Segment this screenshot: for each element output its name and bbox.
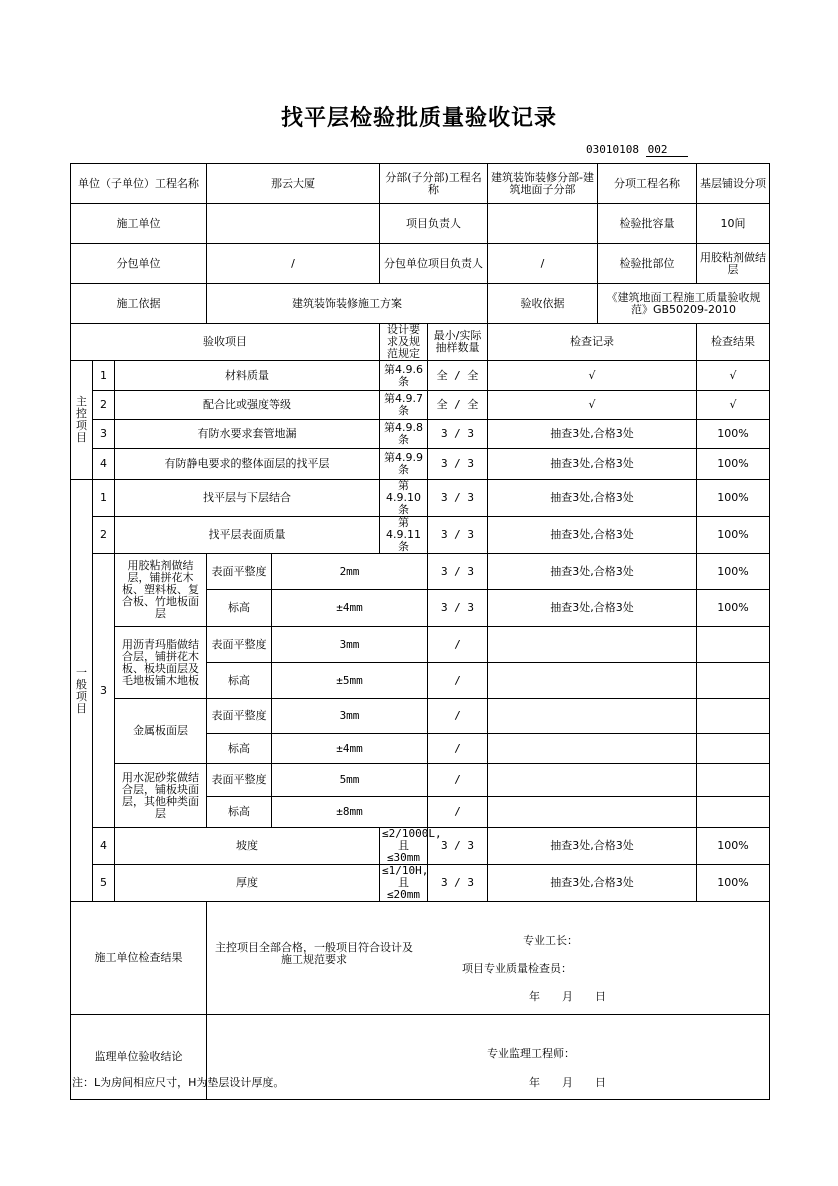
sub-item-name: 标高 (207, 663, 272, 699)
item-record: √ (488, 361, 697, 391)
page-title: 找平层检验批质量验收记录 (280, 105, 557, 131)
item-record: 抽查3处,合格3处 (488, 420, 697, 449)
item-no: 1 (93, 480, 115, 517)
contractor-conclusion: 主控项目全部合格，一般项目符合设计及施工规范要求 (215, 941, 413, 966)
item-record (488, 699, 697, 734)
item-sample: / (428, 734, 488, 764)
item-spec: 第4.9.11条 (380, 517, 428, 554)
item-sample: 3 / 3 (428, 828, 488, 865)
item-no: 2 (93, 517, 115, 554)
item-no: 1 (93, 361, 115, 391)
item-sample: 3 / 3 (428, 865, 488, 902)
footnote: 注：L为房间相应尺寸，H为垫层设计厚度。 (72, 1076, 285, 1089)
item-result: 100% (697, 828, 770, 865)
item-result (697, 663, 770, 699)
group-name: 金属板面层 (115, 699, 207, 764)
table-row (71, 517, 770, 554)
header-row-1 (71, 164, 770, 204)
item-no: 4 (93, 449, 115, 480)
item-spec: ±5mm (272, 663, 428, 699)
item-name: 有防静电要求的整体面层的找平层 (115, 449, 380, 480)
sub-item-name: 标高 (207, 734, 272, 764)
subitem-value: 基层铺设分项 (697, 164, 770, 204)
header-row-4 (71, 284, 770, 324)
item-no: 5 (93, 865, 115, 902)
contractor-date: 年 月 日 (529, 990, 606, 1003)
supervisor-engineer-label: 专业监理工程师： (487, 1047, 575, 1060)
table-row (71, 764, 770, 797)
item-record (488, 627, 697, 663)
sub-item-name: 标高 (207, 797, 272, 828)
item-sample: / (428, 663, 488, 699)
pm-value (488, 204, 598, 244)
subcontractor-value: / (207, 244, 380, 284)
table-row (71, 699, 770, 734)
item-result: 100% (697, 517, 770, 554)
group-name: 用胶粘剂做结层，铺拼花木板、塑料板、复合板、竹地板面层 (115, 554, 207, 627)
table-row (71, 865, 770, 902)
item-spec: 第4.9.6条 (380, 361, 428, 391)
item-result: 100% (697, 554, 770, 590)
contractor-value (207, 204, 380, 244)
item-result (697, 764, 770, 797)
sub-pm-value: / (488, 244, 598, 284)
item-record (488, 797, 697, 828)
unit-label: 单位（子单位）工程名称 (71, 164, 207, 204)
unit-value: 那云大厦 (207, 164, 380, 204)
item-record: 抽查3处,合格3处 (488, 554, 697, 590)
table-row (71, 361, 770, 391)
sub-pm-label: 分包单位项目负责人 (380, 244, 488, 284)
capacity-label: 检验批容量 (598, 204, 697, 244)
table-row (71, 449, 770, 480)
main-control-label: 主 控 项 目 (71, 361, 93, 480)
inspector-label: 项目专业质量检查员： (462, 962, 572, 975)
item-spec: ±8mm (272, 797, 428, 828)
item-sample: 3 / 3 (428, 420, 488, 449)
item-spec: 3mm (272, 627, 428, 663)
sub-item-name: 表面平整度 (207, 554, 272, 590)
item-name: 找平层与下层结合 (115, 480, 380, 517)
item-no: 3 (93, 420, 115, 449)
supervisor-date: 年 月 日 (529, 1076, 606, 1089)
item-no: 3 (93, 554, 115, 828)
item-name: 有防水要求套管地漏 (115, 420, 380, 449)
basis-label: 施工依据 (71, 284, 207, 324)
sub-item-name: 标高 (207, 590, 272, 627)
item-record (488, 764, 697, 797)
column-header-row (71, 324, 770, 361)
item-sample: 全 / 全 (428, 361, 488, 391)
item-result (697, 797, 770, 828)
sub-item-name: 表面平整度 (207, 764, 272, 797)
item-spec: 第4.9.10条 (380, 480, 428, 517)
item-record: 抽查3处,合格3处 (488, 449, 697, 480)
item-record (488, 663, 697, 699)
document-number (586, 143, 688, 157)
item-sample: 3 / 3 (428, 517, 488, 554)
foreman-label: 专业工长： (523, 934, 578, 947)
item-result: 100% (697, 420, 770, 449)
item-sample: 3 / 3 (428, 449, 488, 480)
subitem-label: 分项工程名称 (598, 164, 697, 204)
item-no: 4 (93, 828, 115, 865)
item-sample: 全 / 全 (428, 391, 488, 420)
item-spec: ≤2/1000L,且≤30mm (380, 828, 428, 865)
item-result: √ (697, 391, 770, 420)
item-spec: 第4.9.7条 (380, 391, 428, 420)
item-record: 抽查3处,合格3处 (488, 480, 697, 517)
col-result: 检查结果 (697, 324, 770, 361)
division-value: 建筑装饰装修分部-建筑地面子分部 (488, 164, 598, 204)
table-row (71, 554, 770, 590)
capacity-value: 10间 (697, 204, 770, 244)
acceptance-basis-value: 《建筑地面工程施工质量验收规范》GB50209-2010 (598, 284, 770, 324)
item-name: 材料质量 (115, 361, 380, 391)
item-record: √ (488, 391, 697, 420)
contractor-check-row (71, 902, 770, 1015)
item-no: 2 (93, 391, 115, 420)
doc-seq: 002 (646, 143, 688, 157)
item-sample: 3 / 3 (428, 554, 488, 590)
col-item: 验收项目 (71, 324, 380, 361)
item-spec: 3mm (272, 699, 428, 734)
item-sample: / (428, 797, 488, 828)
item-result (697, 627, 770, 663)
contractor-label: 施工单位 (71, 204, 207, 244)
item-sample: / (428, 627, 488, 663)
location-value: 用胶粘剂做结层 (697, 244, 770, 284)
item-sample: 3 / 3 (428, 480, 488, 517)
item-record (488, 734, 697, 764)
subcontractor-label: 分包单位 (71, 244, 207, 284)
item-spec: 2mm (272, 554, 428, 590)
item-result (697, 699, 770, 734)
item-sample: / (428, 699, 488, 734)
item-spec: 第4.9.9条 (380, 449, 428, 480)
header-row-2 (71, 204, 770, 244)
table-row (71, 420, 770, 449)
pm-label: 项目负责人 (380, 204, 488, 244)
item-result: 100% (697, 449, 770, 480)
division-label: 分部(子分部)工程名称 (380, 164, 488, 204)
col-record: 检查记录 (488, 324, 697, 361)
item-record: 抽查3处,合格3处 (488, 517, 697, 554)
item-result: 100% (697, 480, 770, 517)
item-spec: ≤1/10H,且≤20mm (380, 865, 428, 902)
item-record: 抽查3处,合格3处 (488, 590, 697, 627)
table-row (71, 480, 770, 517)
location-label: 检验批部位 (598, 244, 697, 284)
item-name: 坡度 (115, 828, 380, 865)
table-row (71, 627, 770, 663)
contractor-check-label: 施工单位检查结果 (71, 902, 207, 1015)
item-name: 配合比或强度等级 (115, 391, 380, 420)
item-name: 找平层表面质量 (115, 517, 380, 554)
col-sample: 最小/实际抽样数量 (428, 324, 488, 361)
item-sample: 3 / 3 (428, 590, 488, 627)
supervisor-check-label: 监理单位验收结论 (71, 1015, 207, 1100)
group-name: 用沥青玛脂做结合层，铺拼花木板、板块面层及毛地板铺木地板 (115, 627, 207, 699)
table-row (71, 828, 770, 865)
item-spec: 5mm (272, 764, 428, 797)
item-spec: ±4mm (272, 590, 428, 627)
item-spec: ±4mm (272, 734, 428, 764)
item-result: √ (697, 361, 770, 391)
group-name: 用水泥砂浆做结合层，铺板块面层，其他种类面层 (115, 764, 207, 828)
item-record: 抽查3处,合格3处 (488, 865, 697, 902)
item-result: 100% (697, 590, 770, 627)
doc-code: 03010108 (586, 143, 639, 156)
item-result: 100% (697, 865, 770, 902)
basis-value: 建筑装饰装修施工方案 (207, 284, 488, 324)
item-spec: 第4.9.8条 (380, 420, 428, 449)
sub-item-name: 表面平整度 (207, 699, 272, 734)
inspection-form (70, 163, 770, 1100)
item-result (697, 734, 770, 764)
acceptance-basis-label: 验收依据 (488, 284, 598, 324)
item-sample: / (428, 764, 488, 797)
col-spec: 设计要求及规范规定 (380, 324, 428, 361)
sub-item-name: 表面平整度 (207, 627, 272, 663)
header-row-3 (71, 244, 770, 284)
item-name: 厚度 (115, 865, 380, 902)
item-record: 抽查3处,合格3处 (488, 828, 697, 865)
table-row (71, 391, 770, 420)
general-item-label: 一 般 项 目 (71, 480, 93, 902)
